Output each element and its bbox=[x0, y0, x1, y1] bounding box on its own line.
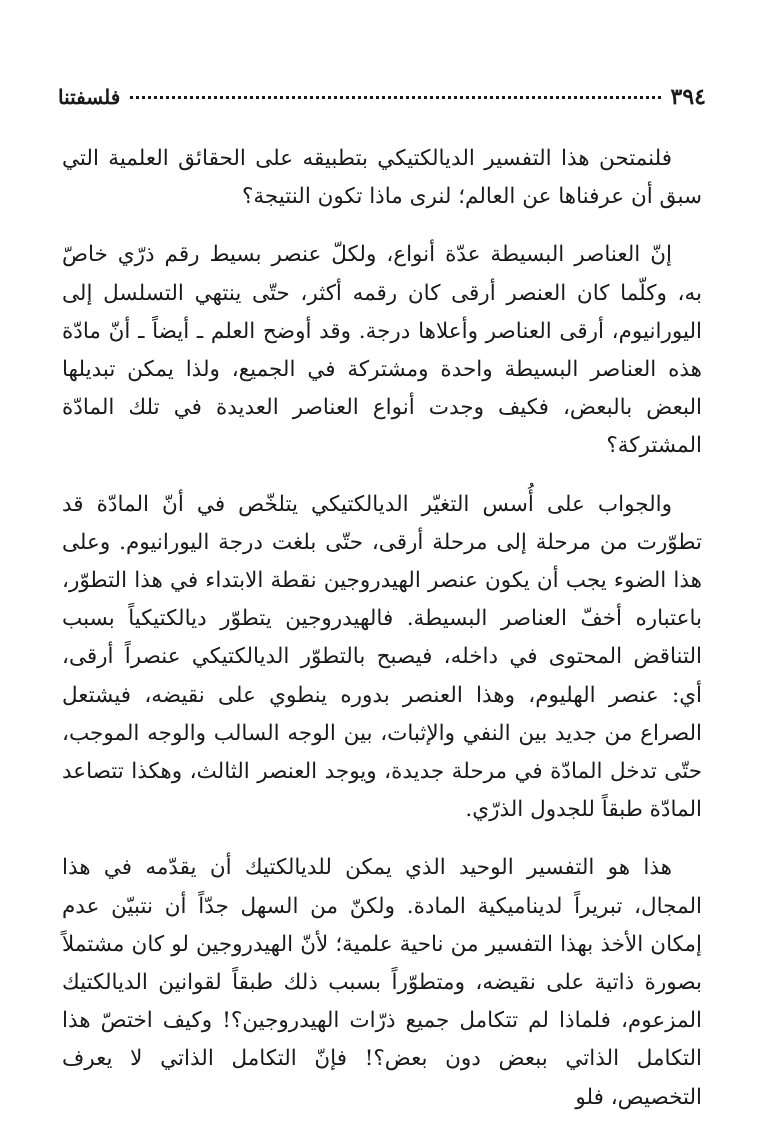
page-body bbox=[62, 140, 702, 1137]
paragraph: فلنمتحن هذا التفسير الديالكتيكي بتطبيقه على الحقائق العلمية التي سبق أن عرفناها عن العالم؛ لنرى ماذا تكون النتيجة؟ bbox=[62, 146, 702, 210]
dotted-leader bbox=[130, 96, 660, 99]
book-title: فلسفتنا bbox=[58, 85, 121, 109]
page-number: ٣٩٤ bbox=[670, 84, 706, 110]
paragraph: إنّ العناصر البسيطة عدّة أنواع، ولكلّ عنصر بسيط رقم ذرّي خاصّ به، وكلّما كان العنصر أرقى كان رقمه أكثر، حتّى ينتهي التسلسل إلى اليورانيوم، أرقى العناصر وأعلاها درجة. وقد أوضح العلم ـ أيضاً ـ أنّ مادّة هذه العناصر البسيطة واحدة ومشتركة في الجميع، ولذا يمكن تبديلها البعض بالبعض، فكيف وجدت أنواع العناصر العديدة في تلك المادّة المشتركة؟ bbox=[62, 242, 702, 459]
paragraph: والجواب على أُسس التغيّر الديالكتيكي يتلخّص في أنّ المادّة قد تطوّرت من مرحلة إلى مرحلة أرقى، حتّى بلغت درجة اليورانيوم. وعلى هذا الضوء يجب أن يكون عنصر الهيدروجين نقطة الابتداء في هذا التطوّر، باعتباره أخفّ العناصر البسيطة. فالهيدروجين يتطوّر ديالكتيكياً بسبب التناقض المحتوى في داخله، فيصبح بالتطوّر الديالكتيكي عنصراً أرقى، أي: عنصر الهليوم، وهذا العنصر بدوره ينطوي على نقيضه، فيشتعل الصراع من جديد بين النفي والإثبات، بين الوجه السالب والوجه الموجب، حتّى تدخل المادّة في مرحلة جديدة، ويوجد العنصر الثالث، وهكذا تتصاعد المادّة طبقاً للجدول الذرّي. bbox=[62, 491, 702, 823]
running-header bbox=[58, 84, 706, 116]
paragraph: هذا هو التفسير الوحيد الذي يمكن للديالكتيك أن يقدّمه في هذا المجال، تبريراً لديناميكية المادة. ولكنّ من السهل جدّاً أن نتبيّن عدم إمكان الأخذ بهذا التفسير من ناحية علمية؛ لأنّ الهيدروجين لو كان مشتملاً بصورة ذاتية على نقيضه، ومتطوّراً بسبب ذلك طبقاً لقوانين الديالكتيك المزعوم، فلماذا لم تتكامل جميع ذرّات الهيدروجين؟! وكيف اختصّ هذا التكامل الذاتي ببعض دون بعض؟! فإنّ التكامل الذاتي لا يعرف التخصيص، فلو bbox=[62, 855, 702, 1110]
